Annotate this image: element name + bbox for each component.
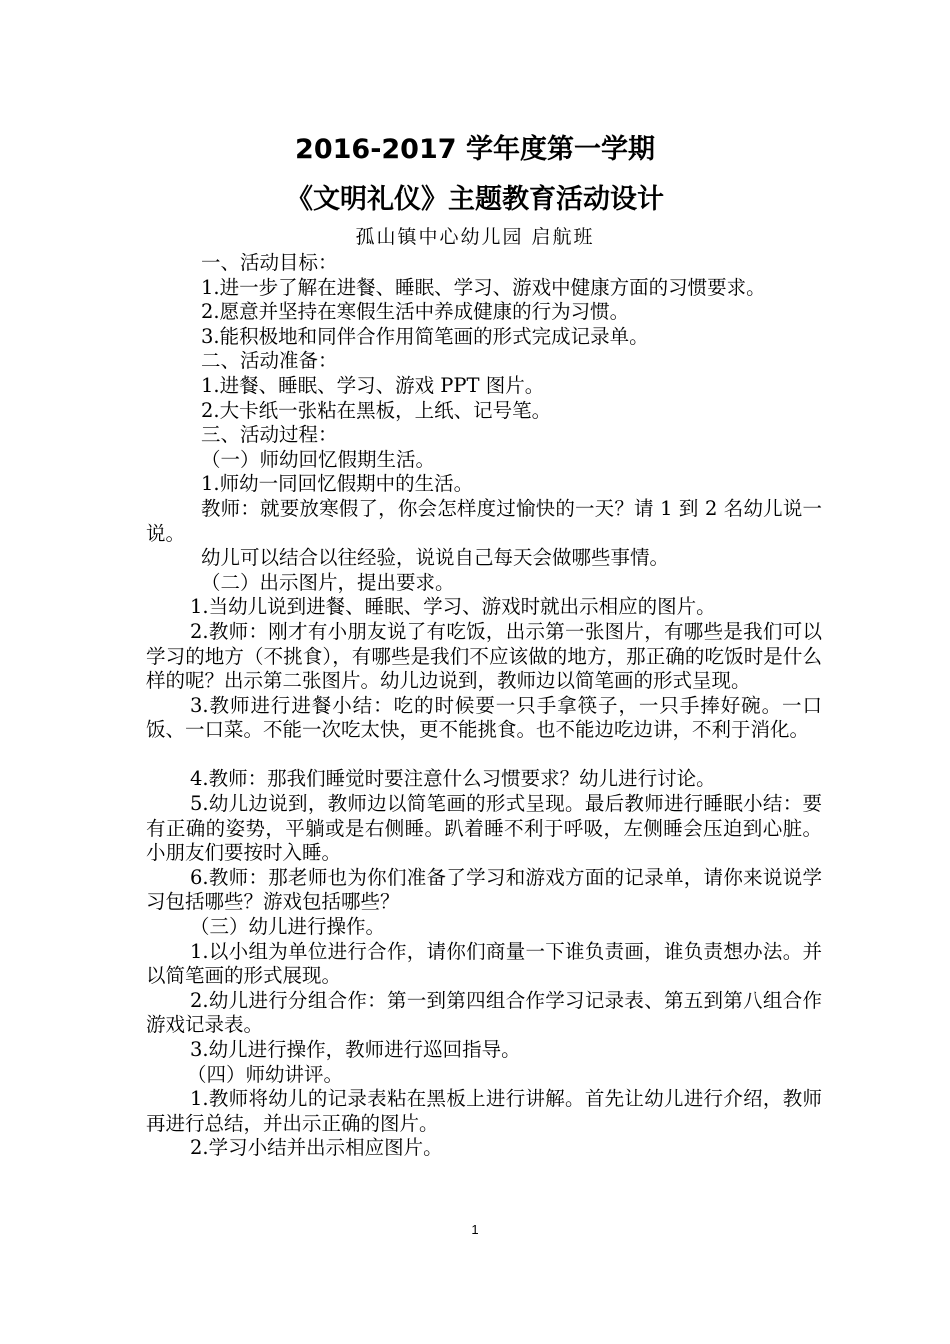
- blank-line: [146, 743, 822, 768]
- subsection-heading: （四）师幼讲评。: [187, 1062, 344, 1086]
- paragraph: 2.教师：刚才有小朋友说了有吃饭，出示第一张图片，有哪些是我们可以学习的地方（不挑食），有哪些是我们不应该做的地方，那正确的吃饭时是什么样的呢？出示第二张图片。幼儿边说到，教师边以简笔画的形式呈现。: [146, 619, 822, 693]
- paragraph: 3.能积极地和同伴合作用简笔画的形式完成记录单。: [201, 324, 649, 348]
- document-body: [146, 251, 822, 1161]
- paragraph: 1.进一步了解在进餐、睡眠、学习、游戏中健康方面的习惯要求。: [201, 275, 766, 299]
- paragraph: 2.幼儿进行分组合作：第一到第四组合作学习记录表、第五到第八组合作游戏记录表。: [146, 988, 822, 1037]
- paragraph: 3.幼儿进行操作，教师进行巡回指导。: [190, 1038, 521, 1061]
- paragraph: 3.教师进行进餐小结：吃的时候要一只手拿筷子，一只手捧好碗。一口饭、一口菜。不能一次吃太快，更不能挑食。也不能边吃边讲，不利于消化。: [146, 693, 822, 742]
- paragraph: 6.教师：那老师也为你们准备了学习和游戏方面的记录单，请你来说说学习包括哪些？游戏包括哪些？: [146, 865, 822, 914]
- paragraph: 幼儿可以结合以往经验，说说自己每天会做哪些事情。: [201, 546, 670, 570]
- section-heading-process: 三、活动过程：: [201, 423, 338, 447]
- paragraph: 教师：就要放寒假了，你会怎样度过愉快的一天？请 1 到 2 名幼儿说一说。: [146, 496, 822, 545]
- paragraph: 1.教师将幼儿的记录表粘在黑板上进行讲解。首先让幼儿进行介绍，教师再进行总结，并出示正确的图片。: [146, 1087, 822, 1135]
- section-heading-objectives: 一、活动目标：: [201, 251, 338, 274]
- paragraph: 1.师幼一同回忆假期中的生活。: [201, 472, 474, 496]
- document-subtitle: 孤山镇中心幼儿园 启航班: [355, 226, 595, 248]
- paragraph: 1.以小组为单位进行合作，请你们商量一下谁负责画，谁负责想办法。并以简笔画的形式展现。: [146, 939, 822, 988]
- paragraph: 1.进餐、睡眠、学习、游戏 PPT 图片。: [201, 373, 545, 397]
- subsection-heading: （一）师幼回忆假期生活。: [201, 447, 436, 471]
- subsection-heading: （三）幼儿进行操作。: [190, 915, 386, 939]
- document-title-line-2: 《文明礼仪》主题教育活动设计: [286, 184, 664, 215]
- subsection-heading: （二）出示图片，提出要求。: [201, 570, 455, 594]
- page-number: 1: [471, 1222, 479, 1237]
- paragraph: 1.当幼儿说到进餐、睡眠、学习、游戏时就出示相应的图片。: [190, 595, 716, 619]
- paragraph: 2.大卡纸一张粘在黑板，上纸、记号笔。: [201, 398, 552, 422]
- paragraph: 2.愿意并坚持在寒假生活中养成健康的行为习惯。: [201, 300, 630, 324]
- section-heading-preparation: 二、活动准备：: [201, 349, 338, 373]
- document-title-line-1: 2016-2017 学年度第一学期: [295, 134, 655, 165]
- paragraph: 4.教师：那我们睡觉时要注意什么习惯要求？幼儿进行讨论。: [190, 767, 716, 791]
- paragraph: 2.学习小结并出示相应图片。: [190, 1136, 443, 1160]
- paragraph: 5.幼儿边说到，教师边以简笔画的形式呈现。最后教师进行睡眠小结：要有正确的姿势，平躺或是右侧睡。趴着睡不利于呼吸，左侧睡会压迫到心脏。小朋友们要按时入睡。: [146, 792, 822, 865]
